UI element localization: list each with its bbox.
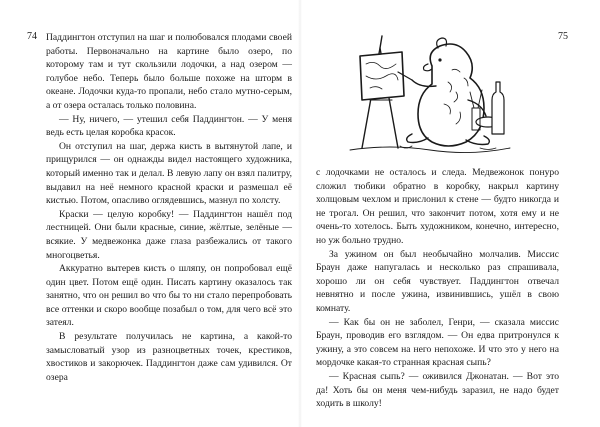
paragraph: За ужином он был необычайно молчалив. Миссис Браун даже напугалась и несколько раз спрашивала, хорошо ли он себя чувствует. Паддингтон отвечал невнятно и после ужина, извинившись, ушёл в свою комнату.	[316, 248, 559, 314]
paragraph: — Как бы он не заболел, Генри, — сказала миссис Браун, проводив его взглядом. — Он едва притронулся к ужину, а это совсем на него непохоже. И что это у него на мордочке какая-то странная красная сыпь?	[316, 316, 559, 369]
paragraph: — Красная сыпь? — оживился Джонатан. — Вот это да! Хоть бы он меня чем-нибудь заразил, не надо будет ходить в школу!	[316, 370, 559, 410]
gutter-shadow	[298, 0, 302, 427]
paragraph: с лодочками не осталось и следа. Медвежонок понуро сложил тюбики обратно в коробку, накрыл картину холщовым чехлом и прислонил к стене — будто никогда и не трогал. Он решил, что закончит потом, хотя ему и не очень-то хотелось. Быть художником, конечно, интересно, но уж больно трудно.	[316, 167, 559, 246]
right-page-text	[316, 166, 559, 411]
paddington-painting-illustration	[340, 30, 520, 158]
paragraph: Он отступил на шаг, держа кисть в вытянутой лапе, и прищурился — он однажды видел настоящего художника, который именно так и делал. В левую лапу он взял палитру, выдавил на неё немного красной краски и размешал её кистью. Потом, опасливо оглядевшись, мазнул по холсту.	[46, 140, 292, 207]
paragraph: Аккуратно вытерев кисть о шляпу, он попробовал ещё один цвет. Потом ещё один. Писать картину оказалось так занятно, что он решил во что бы то ни стало перепробовать все оттенки и скоро вообще позабыл о том, для чего всё это затеял.	[46, 263, 292, 329]
right-page-number: 75	[558, 31, 568, 42]
left-page-text	[46, 31, 292, 384]
paragraph: Краски — целую коробку! — Паддингтон нашёл под лестницей. Они были красные, синие, жёлтые, зелёные — всякие. У медвежонка даже глаза разбежались от такого многоцветья.	[46, 208, 292, 261]
paragraph: — Ну, ничего, — утешил себя Паддингтон. — У меня ведь есть целая коробка красок.	[46, 113, 292, 139]
left-page-number: 74	[27, 31, 37, 42]
paragraph: В результате получилась не картина, а какой-то замысловатый узор из разноцветных точек, крестиков, хвостиков и закорючек. Паддингтон даже сам удивился. От озера	[46, 331, 292, 383]
paragraph: Паддингтон отступил на шаг и полюбовался плодами своей работы. Первоначально на картине было озеро, по которому там и тут скользили лодочки, а над озером — голубое небо. Теперь было больше похоже на шторм в океане. Лодочки куда-то пропали, небо стало мутно-серым, а от озера осталась только половина.	[46, 32, 292, 111]
